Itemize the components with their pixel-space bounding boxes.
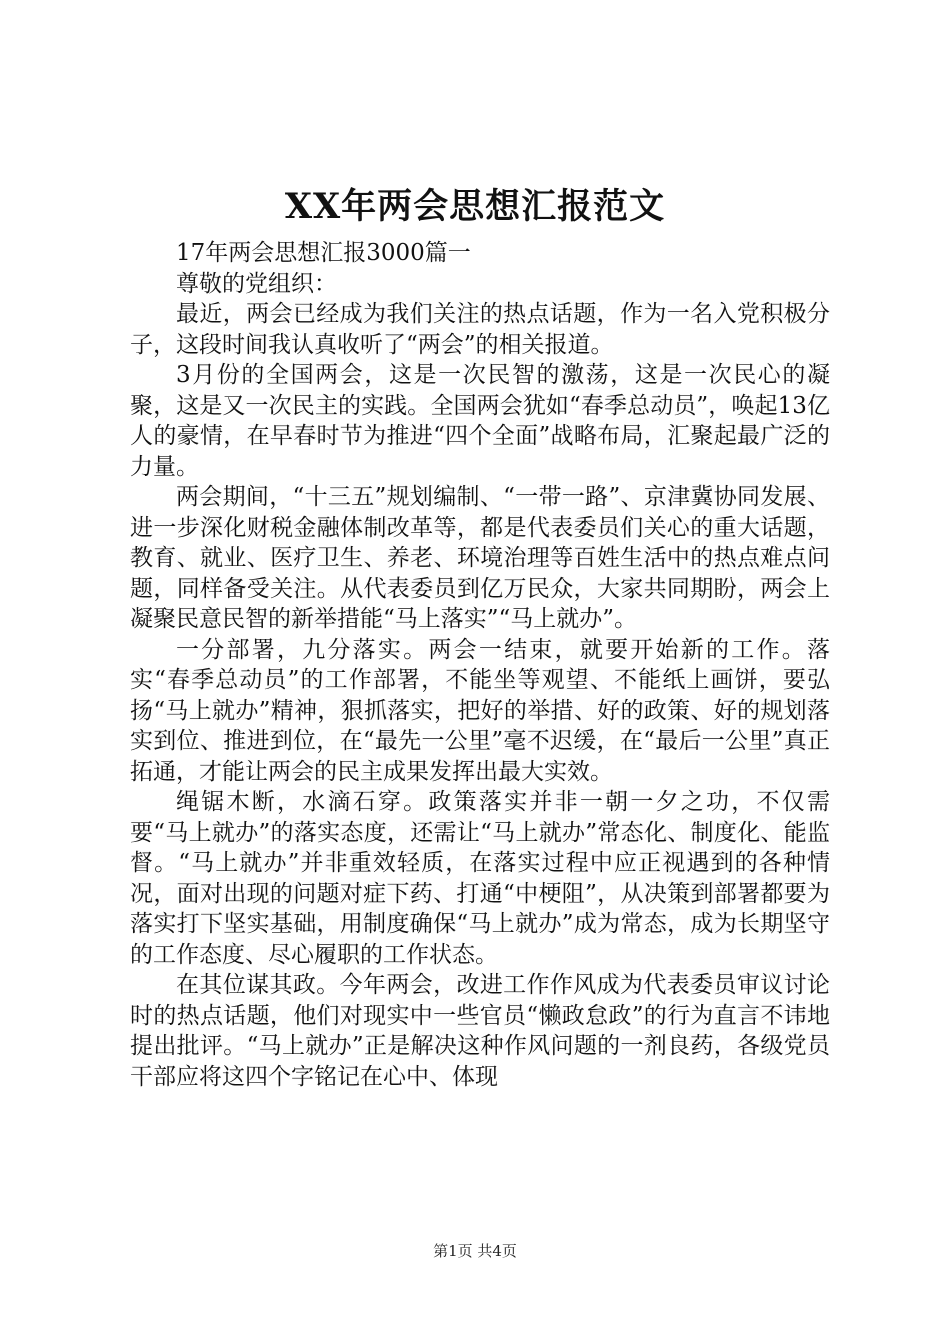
paragraph-salutation: 尊敬的党组织： [176, 270, 337, 297]
paragraph: 一分部署，九分落实。两会一结束，就要开始新的工作。落实“春季总动员”的工作部署，不能坐等观望、不能纸上画饼，要弘扬“马上就办”精神，狠抓落实，把好的举措、好的政策、好的规划落实到位、推进到位，在“最先一公里”毫不迟缓，在“最后一公里”真正拓通，才能让两会的民主成果发挥出最大实效。 [130, 636, 830, 785]
paragraph: 3月份的全国两会，这是一次民智的激荡，这是一次民心的凝聚，这是又一次民主的实践。全国两会犹如“春季总动员”，唤起13亿人的豪情，在早春时节为推进“四个全面”战略布局，汇聚起最广泛的力量。 [130, 362, 830, 480]
page-number-footer: 第1页 共4页 [433, 1242, 517, 1260]
document-title: XX年两会思想汇报范文 [284, 186, 666, 227]
paragraph: 最近，两会已经成为我们关注的热点话题，作为一名入党积极分子，这段时间我认真收听了“两会”的相关报道。 [130, 301, 830, 358]
paragraph: 绳锯木断，水滴石穿。政策落实并非一朝一夕之功，不仅需要“马上就办”的落实态度，还需让“马上就办”常态化、制度化、能监督。“马上就办”并非重效轻质，在落实过程中应正视遇到的各种情况，面对出现的问题对症下药、打通“中梗阻”，从决策到部署都要为落实打下坚实基础，用制度确保“马上就办”成为常态，成为长期坚守的工作态度、尽心履职的工作状态。 [130, 789, 830, 968]
paragraph-heading: 17年两会思想汇报3000篇一 [176, 240, 471, 266]
document-body [130, 238, 830, 1092]
paragraph: 两会期间，“十三五”规划编制、“一带一路”、京津冀协同发展、进一步深化财税金融体制改革等，都是代表委员们关心的重大话题，教育、就业、医疗卫生、养老、环境治理等百姓生活中的热点难点问题，同样备受关注。从代表委员到亿万民众，大家共同期盼，两会上凝聚民意民智的新举措能“马上落实”“马上就办”。 [130, 484, 830, 632]
paragraph: 在其位谋其政。今年两会，改进工作作风成为代表委员审议讨论时的热点话题，他们对现实中一些官员“懒政怠政”的行为直言不讳地提出批评。“马上就办”正是解决这种作风问题的一剂良药，各级党员干部应将这四个字铭记在心中、体现 [130, 972, 830, 1090]
